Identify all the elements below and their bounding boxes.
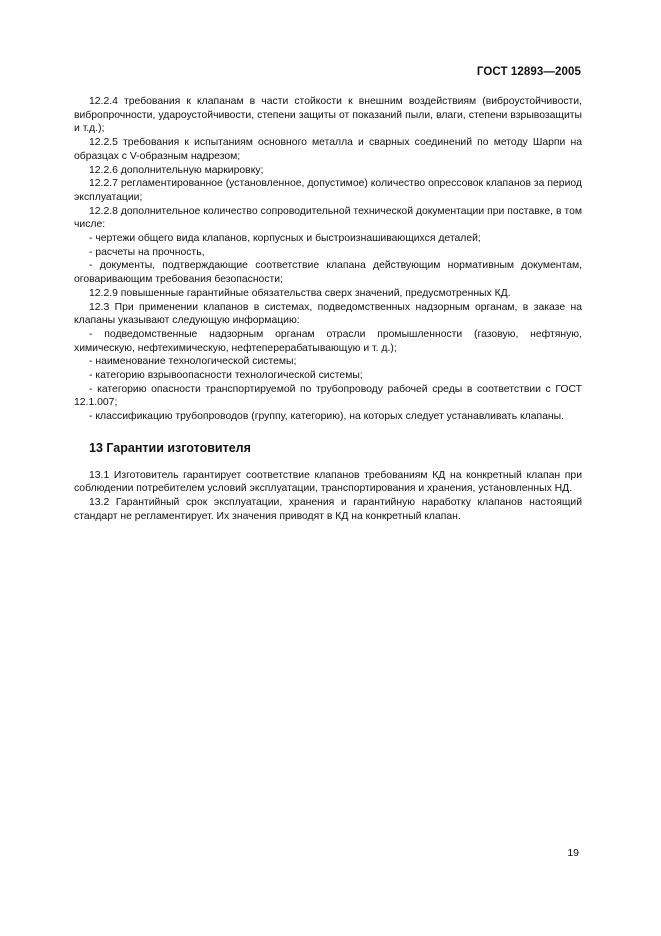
paragraph-13-2: 13.2 Гарантийный срок эксплуатации, хранения и гарантийную наработку клапанов настоящий стандарт не регламентирует. Их значения приводят в КД на конкретный клапан. [74, 496, 582, 522]
list-item: - расчеты на прочность, [89, 246, 205, 258]
paragraph-12-2-5: 12.2.5 требования к испытаниям основного металла и сварных соединений по методу Шарпи на образцах с V-образным надрезом; [74, 137, 582, 162]
list-item: - классификацию трубопроводов (группу, категорию), на которых следует устанавливать клапаны. [89, 411, 564, 423]
section-title: 13 Гарантии изготовителя [89, 440, 251, 455]
paragraph-13-1: 13.1 Изготовитель гарантирует соответствие клапанов требованиям КД на конкретный клапан при соблюдении потребителем условий эксплуатации, транспортирования и хранения, установленных НД. [74, 469, 582, 495]
page-number: 19 [567, 847, 579, 859]
list-item: - чертежи общего вида клапанов, корпусных и быстроизнашивающихся деталей; [89, 233, 481, 245]
list-item: - категорию взрывоопасности технологической системы; [89, 370, 363, 382]
document-code-header: ГОСТ 12893—2005 [476, 66, 581, 78]
paragraph-12-2-4: 12.2.4 требования к клапанам в части стойкости к внешним воздействиям (виброустойчивости, вибропрочности, удароустойчивости, степени защиты от показаний пыли, влаги, степени взрывозащиты и т.д.); [74, 96, 582, 135]
list-item: - категорию опасности транспортируемой по трубопроводу рабочей среды в соответствии с ГОСТ 12.1.007; [74, 383, 582, 409]
list-item: - документы, подтверждающие соответствие клапана действующим нормативным документам, оговаривающим требования безопасности; [74, 260, 582, 286]
paragraph-12-2-7: 12.2.7 регламентированное (установленное, допустимое) количество опрессовок клапанов за период эксплуатации; [74, 178, 582, 203]
list-item: - подведомственные надзорным органам отрасли промышленности (газовую, нефтяную, химическую, нефтехимическую, нефтеперерабатывающую и т. д.); [74, 328, 582, 354]
paragraph-12-2-9: 12.2.9 повышенные гарантийные обязательства сверх значений, предусмотренных КД. [89, 287, 511, 299]
list-item: - наименование технологической системы; [89, 356, 297, 368]
paragraph-12-3: 12.3 При применении клапанов в системах, подведомственных надзорным органам, в заказе на клапаны указывают следующую информацию: [74, 301, 582, 327]
paragraph-12-2-8: 12.2.8 дополнительное количество сопроводительной технической документации при поставке, в том числе: [74, 205, 582, 231]
document-body [74, 95, 582, 523]
paragraph-12-2-6: 12.2.6 дополнительную маркировку; [89, 164, 264, 176]
